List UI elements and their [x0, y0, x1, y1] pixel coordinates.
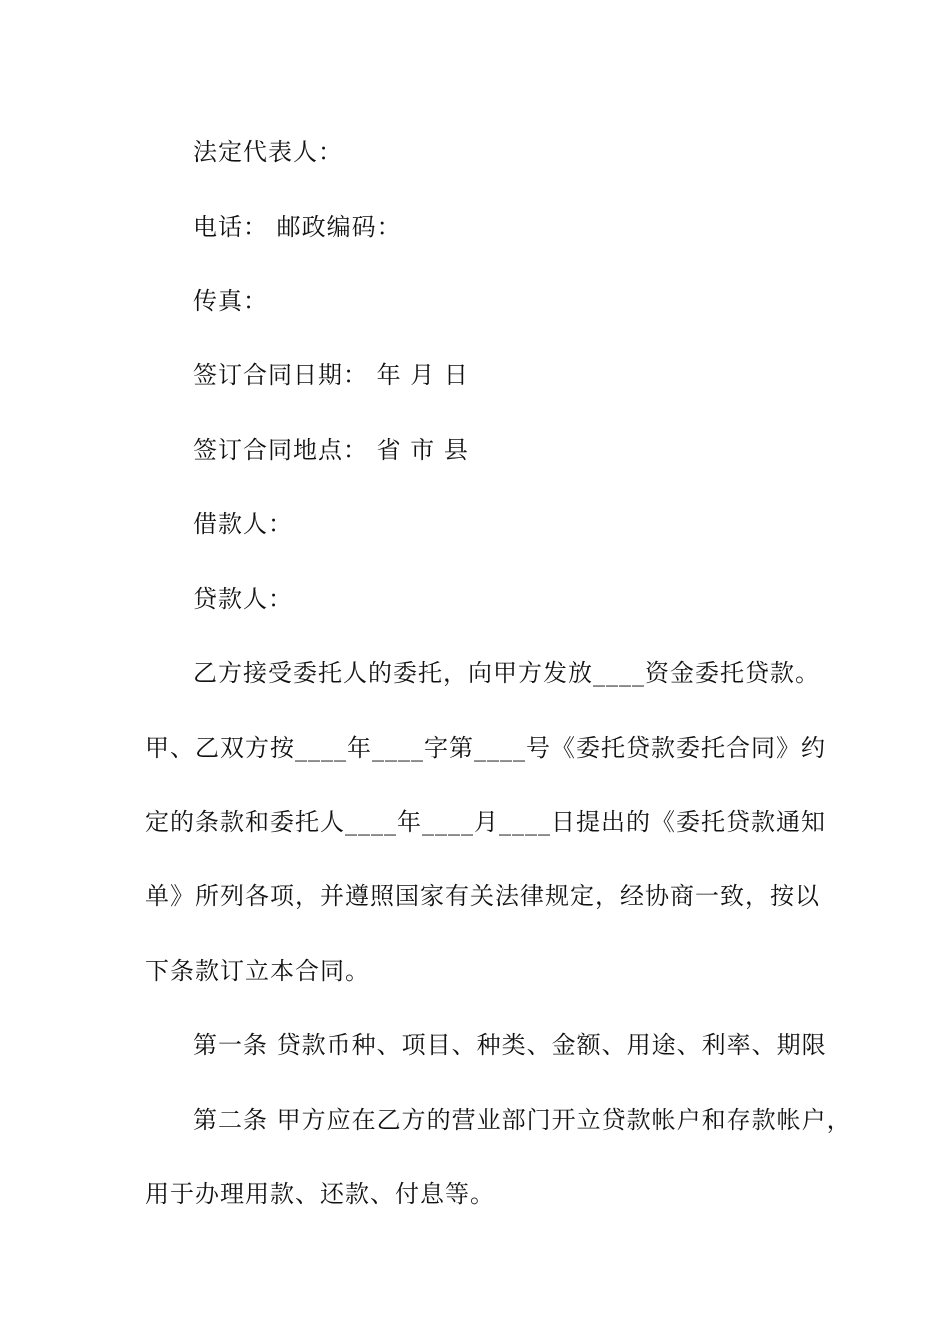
article-two-continuation: 用于办理用款、还款、付息等。	[145, 1180, 495, 1208]
article-two-line: 第二条 甲方应在乙方的营业部门开立贷款帐户和存款帐户，	[193, 1106, 852, 1134]
borrower-line: 借款人：	[193, 510, 293, 538]
article-one-line: 第一条 贷款币种、项目、种类、金额、用途、利率、期限	[193, 1031, 827, 1059]
lender-line: 贷款人：	[193, 585, 293, 613]
phone-postcode-line: 电话： 邮政编码：	[193, 213, 402, 241]
paragraph-line: 定的条款和委托人____年____月____日提出的《委托贷款通知	[145, 808, 826, 836]
signing-date-line: 签订合同日期： 年 月 日	[193, 361, 469, 389]
paragraph-line: 甲、乙双方按____年____字第____号《委托贷款委托合同》约	[145, 734, 826, 762]
legal-representative-line: 法定代表人：	[193, 138, 343, 166]
paragraph-line: 下条款订立本合同。	[145, 957, 370, 985]
paragraph-line: 乙方接受委托人的委托，向甲方发放____资金委托贷款。	[193, 659, 820, 687]
paragraph-line: 单》所列各项，并遵照国家有关法律规定，经协商一致，按以	[145, 882, 820, 910]
fax-line: 传真：	[193, 287, 268, 315]
signing-place-line: 签订合同地点： 省 市 县	[193, 436, 469, 464]
